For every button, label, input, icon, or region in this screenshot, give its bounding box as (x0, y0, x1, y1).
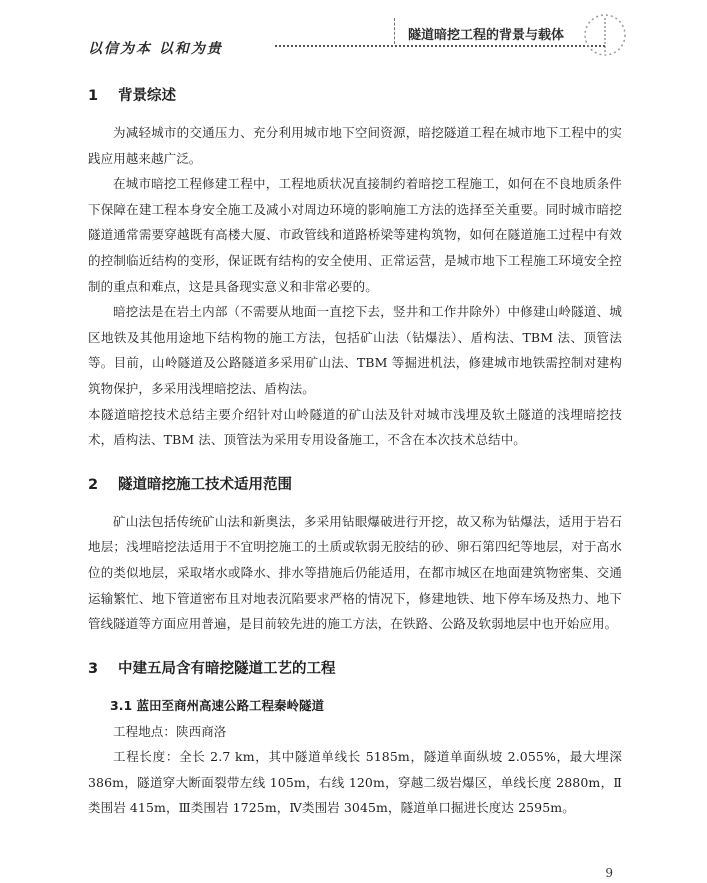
section-3-number: 3 (88, 660, 99, 677)
section-2-number: 2 (88, 476, 99, 493)
paragraph: 本隧道暗挖技术总结主要介绍针对山岭隧道的矿山法及针对城市浅埋及软土隧道的浅埋暗挖技术，盾构法、TBM 法、顶管法为采用专用设备施工，不含在本次技术总结中。 (88, 406, 622, 448)
decorative-circle-icon (582, 12, 628, 58)
section-1-title: 背景综述 (118, 88, 176, 104)
subsection-3-1-number: 3.1 (110, 697, 133, 713)
running-title: 隧道暗挖工程的背景与载体 (408, 28, 565, 43)
subsection-3-1-title: 蓝田至商州高速公路工程秦岭隧道 (136, 697, 325, 713)
paragraph: 在城市暗挖工程修建工程中，工程地质状况直接制约着暗挖工程施工，如何在不良地质条件下保障在建工程本身安全施工及减小对周边环境的影响施工方法的选择至关重要。同时城市暗挖隧道通常需要穿越既有高楼大厦、市政管线和道路桥梁等建构筑物，如何在隧道施工过程中有效的控制临近结构的变形，保证既有结构的安全使用、正常运营，是城市地下工程施工环境安全控制的重点和难点，这是具备现实意义和非常必要的。 (88, 176, 622, 294)
section-3-title: 中建五局含有暗挖隧道工艺的工程 (118, 660, 336, 677)
paragraph: 矿山法包括传统矿山法和新奥法，多采用钻眼爆破进行开挖，故又称为钻爆法，适用于岩石地层；浅埋暗挖法适用于不宜明挖施工的土质或软弱无胶结的砂、卵石第四纪等地层，对于高水位的类似地层，采取堵水或降水、排水等措施后仍能适用，在都市城区在地面建筑物密集、交通运输繁忙、地下管道密布且对地表沉陷要求严格的情况下，修建地铁、地下停车场及热力、地下管线隧道等方面应用普遍，是目前较先进的施工方法，在铁路、公路及软弱地层中也开始应用。 (88, 513, 622, 632)
project-length: 工程长度：全长 2.7 km，其中隧道单线长 5185m，隧道单面纵坡 2.055%，最大埋深 386m，隧道穿大断面裂带左线 105m，右线 120m，穿越二级岩爆区，单线长度 2880m，Ⅱ类围岩 415m，Ⅲ类围岩 1725m，Ⅳ类围岩 3045m，隧道单口掘进长度达 2595m。 (88, 749, 622, 816)
section-1-heading (88, 82, 622, 110)
section-1-number: 1 (88, 88, 99, 104)
section-3-heading (88, 655, 622, 683)
section-2-title: 隧道暗挖施工技术适用范围 (118, 476, 292, 493)
header-dotted-rule (275, 45, 605, 47)
subsection-3-1-heading (88, 693, 622, 719)
page-number: 9 (605, 866, 613, 880)
paragraph: 为减轻城市的交通压力、充分利用城市地下空间资源，暗挖隧道工程在城市地下工程中的实践应用越来越广泛。 (88, 125, 622, 166)
header-motto: 以信为本 以和为贵 (88, 41, 223, 57)
page-body (88, 82, 622, 821)
section-2-heading (88, 471, 622, 499)
header-divider (394, 18, 395, 44)
paragraph: 暗挖法是在岩土内部（不需要从地面一直挖下去，竖井和工作井除外）中修建山岭隧道、城区地铁及其他用途地下结构物的施工方法，包括矿山法（钻爆法）、盾构法、TBM 法、顶管法等。目前，山岭隧道及公路隧道多采用矿山法、TBM 等掘进机法，修建城市地铁需控制对建构筑物保护，多采用浅埋暗挖法、盾构法。 (88, 304, 622, 396)
project-location: 工程地点：陕西商洛 (113, 723, 227, 739)
